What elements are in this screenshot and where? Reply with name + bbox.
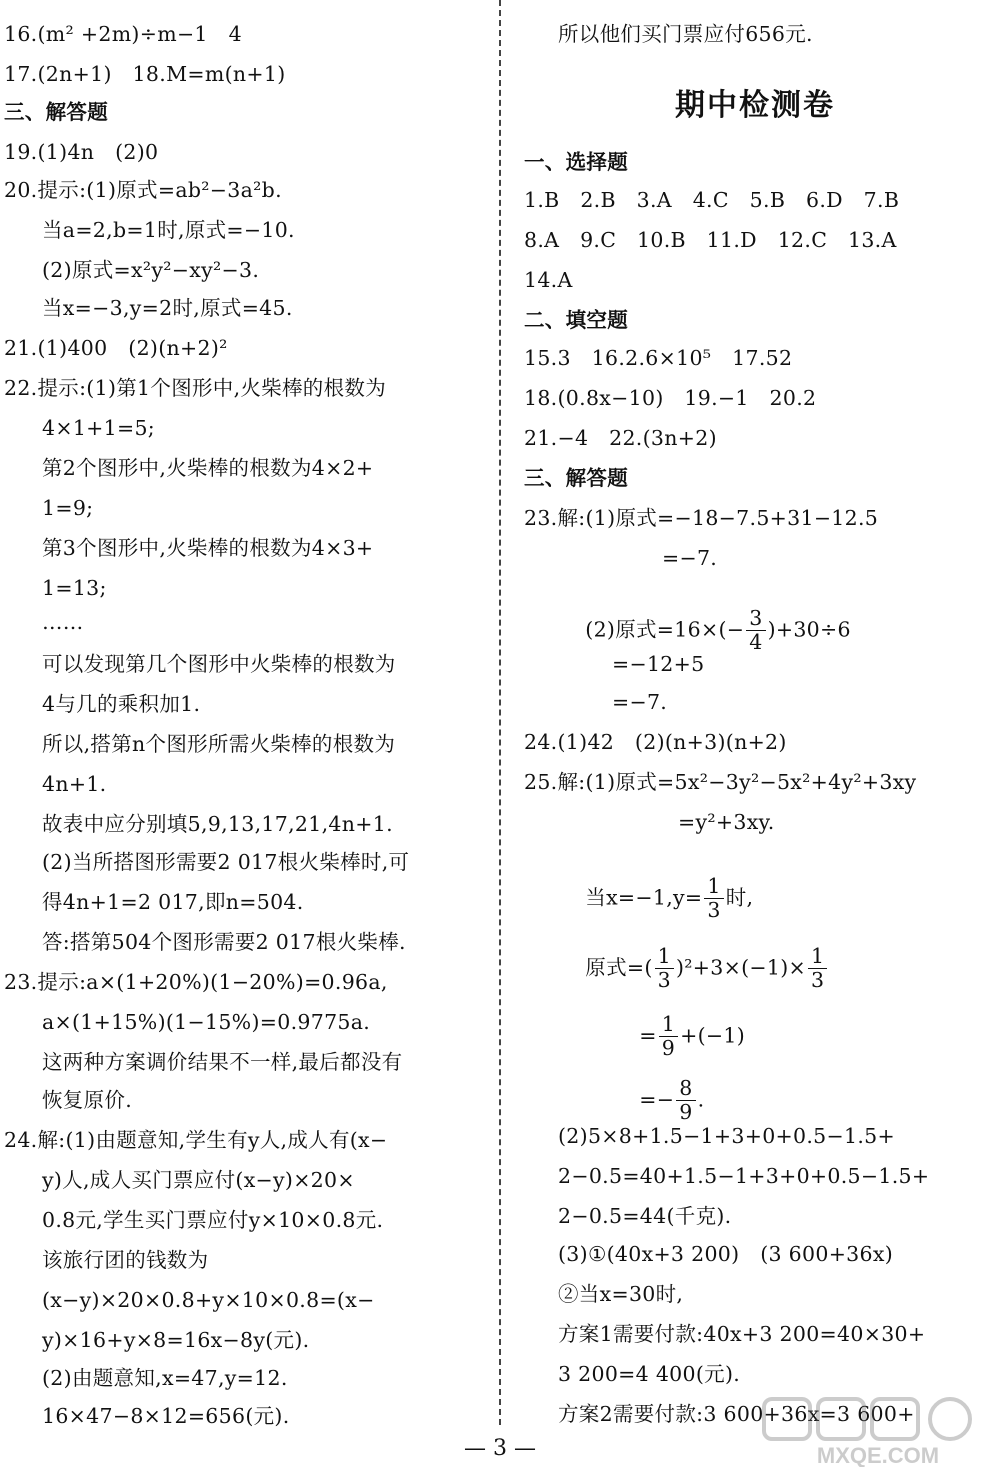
fraction-denominator: 4 xyxy=(749,630,763,655)
answer-line: 22.提示:(1)第1个图形中,火柴棒的根数为 xyxy=(4,376,387,400)
answer-line: 4与几的乘积加1. xyxy=(42,692,201,716)
answer-line: (x−y)×20×0.8+y×10×0.8=(x− xyxy=(42,1288,375,1312)
page-number: — 3 — xyxy=(464,1436,536,1461)
answer-line: 15.3 16.2.6×10⁵ 17.52 xyxy=(524,346,793,370)
answer-line: 恢复原价. xyxy=(42,1088,133,1112)
answer-line: 1.B 2.B 3.A 4.C 5.B 6.D 7.B xyxy=(524,188,900,212)
fraction xyxy=(808,945,827,993)
answer-line: 19.(1)4n (2)0 xyxy=(4,140,159,164)
watermark-text: MXQE.COM xyxy=(816,1443,940,1467)
answer-line: 得4n+1=2 017,即n=504. xyxy=(42,890,304,914)
fraction-numerator: 3 xyxy=(746,607,765,632)
answer-line: 方案1需要付款:40x+3 200=40×30+ xyxy=(558,1322,926,1346)
answer-line: 2−0.5=40+1.5−1+3+0+0.5−1.5+ xyxy=(558,1164,930,1188)
answer-line: 14.A xyxy=(524,268,573,292)
answer-line: 所以,搭第n个图形所需火柴棒的根数为 xyxy=(42,732,396,756)
answer-line: 1=9; xyxy=(42,496,94,520)
answer-line: 17.(2n+1) 18.M=m(n+1) xyxy=(4,62,286,86)
answer-line: …… xyxy=(42,610,84,634)
answer-line: a×(1+15%)(1−15%)=0.9775a. xyxy=(42,1010,371,1034)
answer-line: =−12+5 xyxy=(612,652,705,676)
fraction-denominator: 3 xyxy=(811,968,825,993)
column-divider xyxy=(499,0,501,1425)
equation-text: 时, xyxy=(725,885,754,910)
answer-line: 答:搭第504个图形需要2 017根火柴棒. xyxy=(42,930,406,954)
equation-text: . xyxy=(697,1087,705,1112)
equation-text: )+30÷6 xyxy=(767,617,851,642)
answer-line: 25.解:(1)原式=5x²−3y²−5x²+4y²+3xy xyxy=(524,770,917,794)
fraction-denominator: 9 xyxy=(661,1036,676,1061)
equation-text: 原式=( xyxy=(585,955,653,980)
equation-text: (2)原式=16×(− xyxy=(585,617,745,642)
fraction-numerator: 8 xyxy=(676,1077,695,1102)
section-heading: 三、解答题 xyxy=(524,466,628,490)
answer-line: 23.解:(1)原式=−18−7.5+31−12.5 xyxy=(524,506,879,530)
answer-line: 21.−4 22.(3n+2) xyxy=(524,426,717,450)
answer-line: (3)①(40x+3 200) (3 600+36x) xyxy=(558,1242,894,1266)
answer-line: 24.(1)42 (2)(n+3)(n+2) xyxy=(524,730,787,754)
answer-line: 所以他们买门票应付656元. xyxy=(558,22,813,46)
answer-line: =−7. xyxy=(612,690,668,714)
equation-text: +(−1) xyxy=(680,1023,745,1048)
answer-line: 可以发现第几个图形中火柴棒的根数为 xyxy=(42,652,396,676)
answer-line: 该旅行团的钱数为 xyxy=(42,1248,209,1272)
fraction xyxy=(704,875,723,923)
fraction xyxy=(655,945,674,993)
answer-line: =−7. xyxy=(662,546,718,570)
answer-line: (2)当所搭图形需要2 017根火柴棒时,可 xyxy=(42,850,410,874)
answer-line: 0.8元,学生买门票应付y×10×0.8元. xyxy=(42,1208,384,1232)
page-title: 期中检测卷 xyxy=(675,88,835,123)
answer-line: (2)由题意知,x=47,y=12. xyxy=(42,1366,288,1390)
answer-line: 16×47−8×12=656(元). xyxy=(42,1404,290,1428)
section-heading: 二、填空题 xyxy=(524,308,628,332)
answer-line: y)人,成人买门票应付(x−y)×20× xyxy=(42,1168,355,1192)
fraction xyxy=(676,1077,695,1125)
equation-text: )²+3×(−1)× xyxy=(675,955,806,980)
fraction-denominator: 9 xyxy=(679,1100,693,1125)
section-heading: 三、解答题 xyxy=(4,100,108,124)
answer-line: 3 200=4 400(元). xyxy=(558,1362,741,1386)
equation-text: = xyxy=(639,1023,657,1048)
answer-line: 当a=2,b=1时,原式=−10. xyxy=(42,218,295,242)
answer-line: 24.解:(1)由题意知,学生有y人,成人有(x− xyxy=(4,1128,388,1152)
fraction-numerator: 1 xyxy=(808,945,827,970)
section-heading: 一、选择题 xyxy=(524,150,628,174)
answer-line: 8.A 9.C 10.B 11.D 12.C 13.A xyxy=(524,228,897,252)
answer-line: 方案2需要付款:3 600+36x=3 600+ xyxy=(558,1402,915,1426)
answer-line: y)×16+y×8=16x−8y(元). xyxy=(42,1328,310,1352)
answer-line: ②当x=30时, xyxy=(558,1282,684,1306)
answer-line: 23.提示:a×(1+20%)(1−20%)=0.96a, xyxy=(4,970,388,994)
answer-line: 16.(m² +2m)÷m−1 4 xyxy=(4,22,242,46)
answer-line: 20.提示:(1)原式=ab²−3a²b. xyxy=(4,178,282,202)
answer-line: 第3个图形中,火柴棒的根数为4×3+ xyxy=(42,536,374,560)
answer-line: (2)5×8+1.5−1+3+0+0.5−1.5+ xyxy=(558,1124,895,1148)
answer-line: 故表中应分别填5,9,13,17,21,4n+1. xyxy=(42,812,393,836)
answer-line: 1=13; xyxy=(42,576,107,600)
fraction-denominator: 3 xyxy=(707,898,721,923)
fraction-numerator: 1 xyxy=(659,1013,678,1038)
fraction-numerator: 1 xyxy=(655,945,674,970)
equation-text: =− xyxy=(639,1087,675,1112)
answer-line: 4n+1. xyxy=(42,772,107,796)
fraction xyxy=(746,607,765,655)
answer-line: 当x=−3,y=2时,原式=45. xyxy=(42,296,293,320)
answer-line: (2)原式=x²y²−xy²−3. xyxy=(42,258,260,282)
fraction-denominator: 3 xyxy=(657,968,671,993)
answer-line: 4×1+1=5; xyxy=(42,416,156,440)
answer-line: 这两种方案调价结果不一样,最后都没有 xyxy=(42,1050,403,1074)
answer-line: 第2个图形中,火柴棒的根数为4×2+ xyxy=(42,456,374,480)
equation-text: 当x=−1,y= xyxy=(585,885,703,910)
fraction xyxy=(659,1013,678,1061)
answer-line: 2−0.5=44(千克). xyxy=(558,1204,732,1228)
answer-line: 21.(1)400 (2)(n+2)² xyxy=(4,336,228,360)
answer-line: 18.(0.8x−10) 19.−1 20.2 xyxy=(524,386,817,410)
answer-line: =y²+3xy. xyxy=(678,810,775,834)
fraction-numerator: 1 xyxy=(704,875,723,900)
